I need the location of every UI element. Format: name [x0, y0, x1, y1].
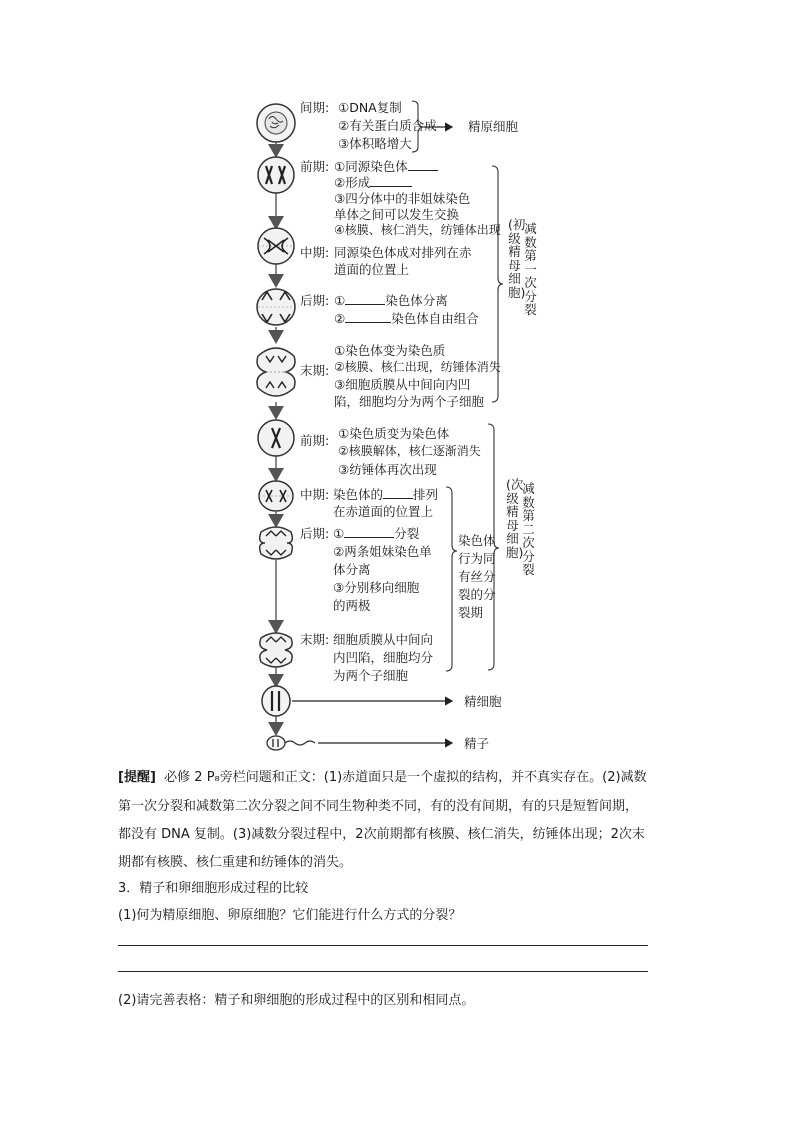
metaphase1-item-2: 道面的位置上 — [334, 262, 410, 277]
reminder-line-3: 都没有 DNA 复制。(3)减数分裂过程中，2次前期都有核膜、核仁消失，纺锤体出现；2次末 — [118, 827, 645, 842]
prophase2-label: 前期: — [300, 433, 330, 448]
anaphase2-item-3b: 的两极 — [333, 598, 371, 613]
prophase1-cell — [258, 157, 294, 193]
anaphase2-item-2: ②两条姐妹染色单 — [333, 544, 432, 559]
metaphase1-item-1: 同源染色体成对排列在赤 — [334, 245, 472, 260]
prophase1-item-4: ④核膜、核仁消失，纺锤体出现 — [334, 223, 501, 237]
telophase1-item-2: ②核膜、核仁出现，纺锤体消失 — [334, 360, 501, 374]
reminder-tag: [提醒] — [118, 770, 156, 785]
metaphase2-item-1: 染色体的 排列 — [333, 487, 439, 502]
prophase2-item-1: ①染色质变为染色体 — [338, 426, 450, 441]
meiosis1-cell-label: (初级精母细胞) — [508, 217, 526, 300]
metaphase1-label: 中期: — [300, 245, 330, 260]
interphase-item-3: ③体积略增大 — [338, 136, 412, 151]
anaphase2-cell — [260, 527, 293, 559]
prophase1-item-3: ③四分体中的非姐妹染色 — [334, 191, 471, 206]
interphase-item-1: ①DNA复制 — [338, 100, 402, 115]
anaphase1-item-2: ② 染色体自由组合 — [334, 311, 479, 326]
reminder-line-4: 期都有核膜、核仁重建和纺锤体的消失。 — [118, 855, 353, 870]
telophase1-item-3: ③细胞质膜从中间向内凹 — [334, 377, 471, 392]
interphase-cell — [257, 104, 295, 142]
telophase2-cell — [260, 633, 292, 667]
prophase1-item-1: ①同源染色体 — [334, 158, 438, 175]
question-2: (2)请完善表格：精子和卵细胞的形成过程中的区别和相同点。 — [118, 993, 475, 1008]
anaphase2-item-1: ① 分裂 — [333, 526, 420, 541]
side-note-line-4: 裂的分 — [458, 587, 496, 602]
side-note-line-2: 行为同 — [458, 551, 496, 566]
anaphase1-label: 后期: — [300, 293, 330, 308]
anaphase2-item-2b: 体分离 — [333, 562, 371, 577]
anaphase2-label: 后期: — [300, 526, 330, 541]
telophase1-cell — [257, 348, 295, 396]
metaphase2-item-2: 在赤道面的位置上 — [333, 504, 434, 519]
prophase1-label: 前期: — [300, 159, 330, 174]
anaphase1-item-1: ① 染色体分离 — [334, 293, 448, 308]
answer-line-2 — [118, 971, 648, 972]
sperm-cell — [267, 736, 315, 750]
telophase2-item-3: 为两个子细胞 — [333, 668, 409, 683]
side-note-line-5: 裂期 — [458, 605, 484, 620]
spermatogonium-label: 精原细胞 — [468, 119, 519, 134]
meiosis2-cell-label: (次级精母细胞) — [506, 477, 524, 560]
prophase1-item-2: ②形成 — [334, 174, 412, 191]
reminder-line-1: [提醒] 必修 2 P₈旁栏问题和正文：(1)赤道面只是一个虚拟的结构，并不真实存在。(2)减数 — [118, 770, 647, 785]
prophase2-item-3: ③纺锤体再次出现 — [338, 462, 437, 477]
question-1: (1)何为精原细胞、卵原细胞？它们能进行什么方式的分裂？ — [118, 908, 462, 923]
sperm-label: 精子 — [464, 736, 490, 751]
anaphase1-cell — [257, 289, 295, 325]
telophase2-item-2: 内凹陷，细胞均分 — [333, 650, 434, 665]
prophase2-cell — [258, 420, 294, 456]
side-note-line-3: 有丝分 — [458, 569, 496, 584]
telophase2-item-1: 细胞质膜从中间向 — [333, 632, 434, 647]
metaphase2-cell — [259, 481, 293, 511]
metaphase2-label: 中期: — [300, 487, 330, 502]
section3-heading: 3．精子和卵细胞形成过程的比较 — [118, 881, 309, 896]
answer-line-1 — [118, 945, 648, 946]
telophase1-item-4: 陷，细胞均分为两个子细胞 — [334, 394, 485, 409]
meiosis2-group-label: 减数第二次分裂 — [522, 481, 535, 577]
telophase1-label: 末期: — [300, 363, 330, 378]
metaphase1-cell — [258, 228, 294, 264]
prophase2-item-2: ②核膜解体，核仁逐渐消失 — [338, 444, 481, 458]
interphase-item-2: ②有关蛋白质合成 — [338, 118, 437, 133]
spermatid-label: 精细胞 — [464, 694, 502, 709]
telophase1-item-1: ①染色体变为染色质 — [334, 343, 446, 358]
anaphase2-item-3: ③分别移向细胞 — [333, 580, 420, 595]
side-note-line-1: 染色体 — [458, 533, 496, 548]
meiosis1-group-label: 减数第一次分裂 — [524, 221, 537, 317]
interphase-label: 间期: — [300, 100, 330, 115]
reminder-line-2: 第一次分裂和减数第二次分裂之间不同生物种类不同，有的没有间期，有的只是短暂间期， — [118, 799, 639, 814]
spermatid-cell — [262, 686, 290, 716]
prophase1-item-3b: 单体之间可以发生交换 — [334, 207, 460, 222]
telophase2-label: 末期: — [300, 632, 330, 647]
